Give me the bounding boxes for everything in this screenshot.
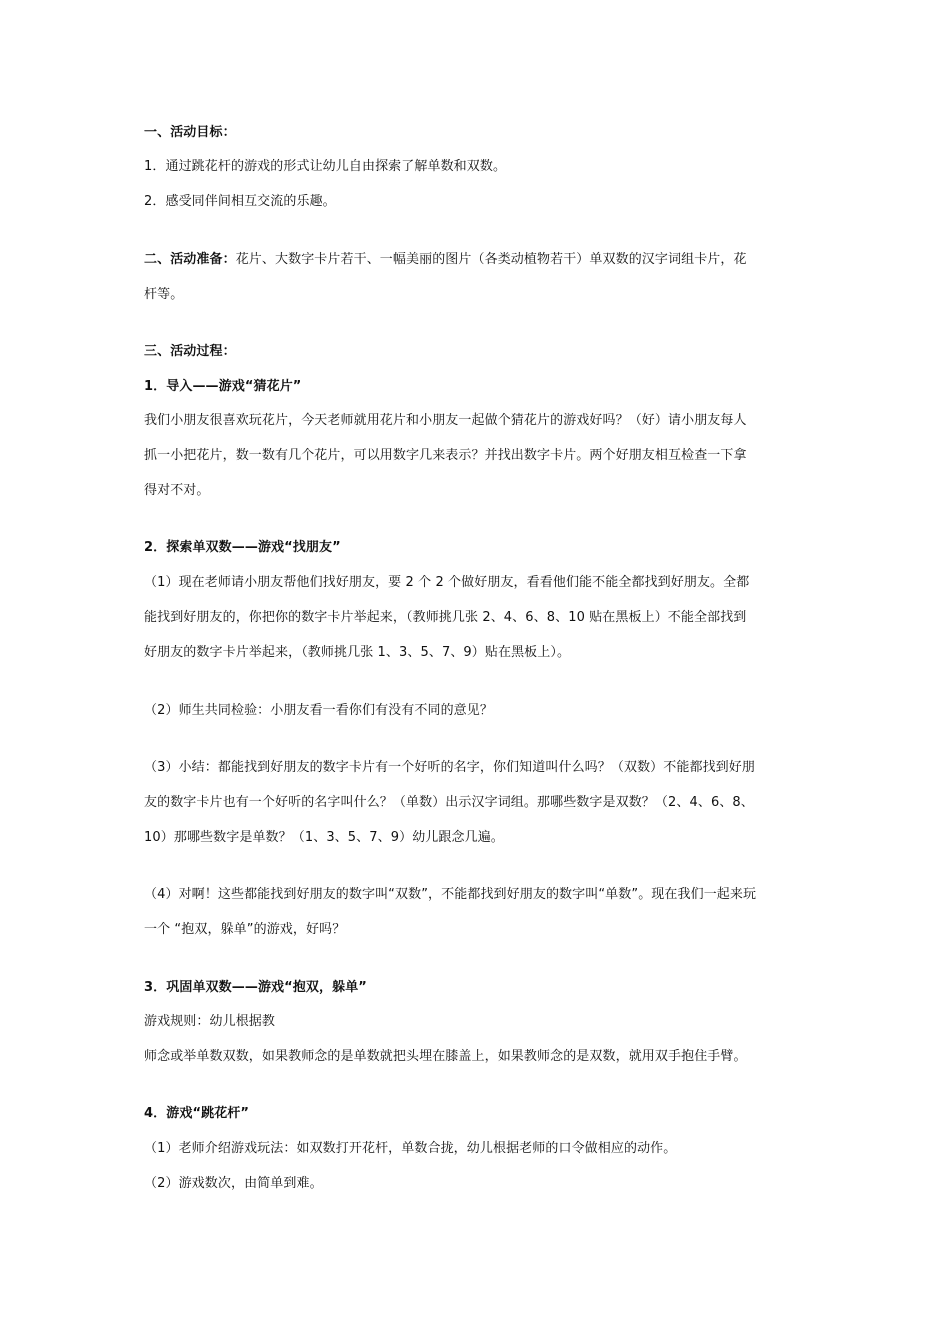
step-4-heading: 4．游戏“跳花杆” bbox=[144, 1106, 250, 1121]
step-1-heading: 1．导入——游戏“猜花片” bbox=[144, 379, 302, 394]
step-1-line-1: 我们小朋友很喜欢玩花片，今天老师就用花片和小朋友一起做个猜花片的游戏好吗？（好）请小朋友每人 bbox=[144, 413, 747, 428]
step-2-p1-line-1: （1）现在老师请小朋友帮他们找好朋友，要 2 个 2 个做好朋友，看看他们能不能全都找到好朋友。全都 bbox=[144, 575, 750, 590]
section-1-item-1: 1．通过跳花杆的游戏的形式让幼儿自由探索了解单数和双数。 bbox=[144, 159, 507, 174]
step-2-p3-line-2: 友的数字卡片也有一个好听的名字叫什么？（单数）出示汉字词组。那哪些数字是双数？（2、4、6、8、 bbox=[144, 795, 754, 810]
section-3-heading: 三、活动过程： bbox=[144, 344, 236, 359]
step-1-line-3: 得对不对。 bbox=[144, 483, 210, 498]
step-1-line-2: 抓一小把花片，数一数有几个花片，可以用数字几来表示？并找出数字卡片。两个好朋友相互检查一下拿 bbox=[144, 448, 747, 463]
step-3-heading: 3．巩固单双数——游戏“抱双，躲单” bbox=[144, 980, 367, 995]
section-1-item-2: 2．感受同伴间相互交流的乐趣。 bbox=[144, 194, 336, 209]
step-2-p3-line-1: （3）小结：都能找到好朋友的数字卡片有一个好听的名字，你们知道叫什么吗？（双数）不能都找到好朋 bbox=[144, 760, 755, 775]
section-2-label: 二、活动准备： bbox=[144, 252, 236, 267]
step-4-line-1: （1）老师介绍游戏玩法：如双数打开花杆，单数合拢，幼儿根据老师的口令做相应的动作。 bbox=[144, 1141, 677, 1156]
step-2-p1-line-2: 能找到好朋友的，你把你的数字卡片举起来，（教师挑几张 2、4、6、8、10 贴在黑板上）不能全部找到 bbox=[144, 610, 747, 625]
step-2-p4-line-1: （4）对啊！这些都能找到好朋友的数字叫“双数”，不能都找到好朋友的数字叫“单数”。现在我们一起来玩 bbox=[144, 887, 757, 902]
section-1-heading: 一、活动目标： bbox=[144, 125, 236, 140]
step-3-line-1: 游戏规则：幼儿根据教 bbox=[144, 1014, 276, 1029]
step-4-line-2: （2）游戏数次，由简单到难。 bbox=[144, 1176, 323, 1191]
section-2-line-1 bbox=[144, 251, 747, 269]
step-2-p1-line-3: 好朋友的数字卡片举起来，（教师挑几张 1、3、5、7、9）贴在黑板上）。 bbox=[144, 645, 571, 660]
step-2-p4-line-2: 一个 “抱双，躲单”的游戏，好吗？ bbox=[144, 922, 346, 937]
step-2-heading: 2．探索单双数——游戏“找朋友” bbox=[144, 540, 341, 555]
step-3-line-2: 师念或举单数双数，如果教师念的是单数就把头埋在膝盖上，如果教师念的是双数，就用双手抱住手臂。 bbox=[144, 1049, 747, 1064]
section-2-line-2: 杆等。 bbox=[144, 287, 184, 302]
step-2-p2: （2）师生共同检验：小朋友看一看你们有没有不同的意见？ bbox=[144, 703, 493, 718]
section-2-text: 花片、大数字卡片若干、一幅美丽的图片（各类动植物若干）单双数的汉字词组卡片，花 bbox=[235, 252, 747, 267]
step-2-p3-line-3: 10）那哪些数字是单数？（1、3、5、7、9）幼儿跟念几遍。 bbox=[144, 830, 504, 845]
